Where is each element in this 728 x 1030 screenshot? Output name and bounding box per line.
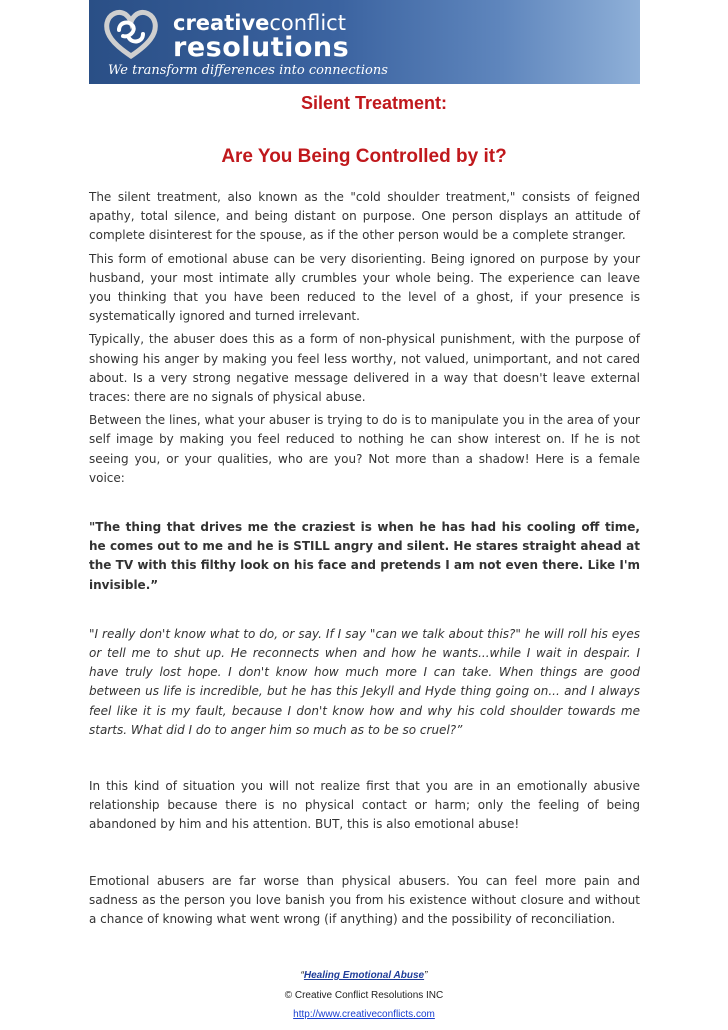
quote-female-voice: "The thing that drives me the craziest is when he has had his cooling off time, he comes out to me and he is STILL angry and silent. He stares straight ahead at the TV with this filthy look on his face and pretends I am not even there. Like I'm invisible.”	[89, 520, 640, 592]
footer-open-quote: “	[300, 970, 304, 981]
quote-despair: "I really don't know what to do, or say. If I say "can we talk about this?" he will roll his eyes or tell me to shut up. He reconnects when and how he wants...while I wait in despair. I have truly lost hope. I don't know how much more I can take. When things are good between us life is incredible, but he has this Jekyll and Hyde thing going on... and I always feel like it is my fault, because I don't know how and why his cold shoulder towards me starts. What did I do to anger him so much as to be so cruel?”	[89, 626, 640, 737]
footer-close-quote: ”	[424, 970, 428, 981]
page-title: Silent Treatment:	[300, 93, 448, 113]
paragraph-disorienting: This form of emotional abuse can be very disorienting. Being ignored on purpose by your husband, your most intimate ally crumbles your whole being. The experience can leave you thinking that you have been reduced to the level of a ghost, if your presence is systematically ignored and turned irrelevant.	[89, 251, 640, 324]
article-body	[89, 188, 640, 929]
footer-book-line	[0, 969, 728, 983]
brand-word-conflict: conflict	[269, 11, 346, 35]
paragraph-realization: In this kind of situation you will not realize first that you are in an emotionally abusive relationship because there is no physical contact or harm; only the feeling of being abandoned by him and his attention. BUT, this is also emotional abuse!	[89, 779, 640, 832]
brand-tagline: We transform differences into connections	[108, 63, 388, 78]
page-subtitle: Are You Being Controlled by it?	[221, 146, 507, 167]
brand-word-resolutions: resolutions	[173, 32, 350, 63]
footer-copyright: © Creative Conflict Resolutions INC	[284, 990, 444, 1001]
paragraph-punishment: Typically, the abuser does this as a form of non-physical punishment, with the purpose of showing his anger by making you feel less worthy, not valued, unimportant, and not cared about. Is a very strong negative message delivered in a way that doesn't leave external traces: there are no signals of physical abuse.	[89, 332, 640, 405]
brand-word-creative: creative	[173, 11, 270, 35]
footer-website-link[interactable]: http://www.creativeconflicts.com	[293, 1009, 435, 1020]
paragraph-conclusion: Emotional abusers are far worse than physical abusers. You can feel more pain and sadness as the person you love banish you from his existence without closure and without a chance of knowing what went wrong (if anything) and the possibility of reconciliation.	[89, 873, 640, 927]
paragraph-manipulation: Between the lines, what your abuser is trying to do is to manipulate you in the area of your self image by making you feel reduced to nothing he can show interest on. If he is not seeing you, or your qualities, who are you? Not more than a shadow! Here is a female voice:	[89, 413, 640, 485]
logo-icon	[103, 8, 159, 60]
paragraph-intro: The silent treatment, also known as the "cold shoulder treatment," consists of feigned apathy, total silence, and being distant on purpose. One person displays an attitude of complete disinterest for the spouse, as if the other person would be a complete stranger.	[89, 190, 640, 243]
header-banner	[89, 0, 640, 84]
footer-book-title[interactable]: Healing Emotional Abuse	[303, 970, 425, 981]
